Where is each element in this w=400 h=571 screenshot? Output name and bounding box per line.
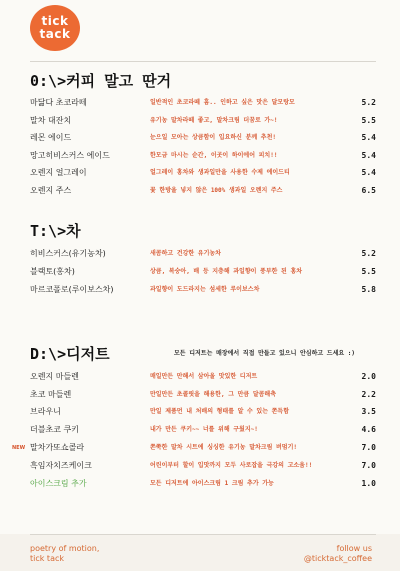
- item-price: 7.0: [361, 443, 376, 452]
- menu-item: [30, 131, 376, 145]
- item-name: 말차 대잔치: [30, 116, 72, 125]
- menu-item: [30, 423, 376, 437]
- item-price: 5.5: [361, 267, 376, 276]
- item-description: 모든 디저트에 아이스크림 1 크림 추가 가능: [150, 480, 274, 487]
- item-name: 아이스크림 추가: [30, 479, 87, 488]
- item-price: 4.6: [361, 425, 376, 434]
- item-price: 2.0: [361, 372, 376, 381]
- footer-divider: [30, 534, 376, 535]
- item-price: 5.4: [361, 151, 376, 160]
- section-title-tea: T:\>차: [30, 222, 81, 240]
- menu-item: [30, 405, 376, 419]
- menu-item: [30, 184, 376, 198]
- item-description: 꽃 한방울 넣지 않은 100% 생과일 오렌지 주스: [150, 187, 283, 194]
- social-handle: @ticktack_coffee: [303, 554, 372, 563]
- item-price: 5.5: [361, 116, 376, 125]
- follow-label: follow us: [336, 544, 372, 553]
- item-name: 히비스커스(유기농차): [30, 249, 106, 258]
- item-price: 5.2: [361, 249, 376, 258]
- item-name: 말차가또쇼콜라: [30, 443, 85, 452]
- footer-social: [304, 544, 372, 564]
- new-badge: NEW: [12, 445, 26, 451]
- item-name: 초코 마들렌: [30, 390, 72, 399]
- menu-item: [30, 96, 376, 110]
- item-name: 오렌지 얼그레이: [30, 168, 87, 177]
- menu-item: [30, 283, 376, 297]
- item-description: 만일 제품먼 내 처배의 형태를 알 수 있는 쫀득함: [150, 408, 290, 415]
- item-price: 5.8: [361, 285, 376, 294]
- item-description: 어린이부터 할이 입맛까지 모두 사로잡을 극강의 고소움!!: [150, 462, 313, 469]
- menu-item: [30, 149, 376, 163]
- menu-item: [30, 459, 376, 473]
- item-description: 내가 만든 쿠키~~ 너를 위해 구웠지~!: [150, 426, 258, 433]
- brand-logo: [30, 5, 80, 51]
- item-price: 5.4: [361, 168, 376, 177]
- item-price: 3.5: [361, 407, 376, 416]
- item-price: 5.2: [361, 98, 376, 107]
- tagline-line-2: tick tack: [30, 554, 65, 563]
- item-price: 7.0: [361, 461, 376, 470]
- menu-item: [30, 370, 376, 384]
- tagline-line-1: poetry of motion,: [30, 544, 100, 553]
- item-name: 더블초코 쿠키: [30, 425, 79, 434]
- item-name: 마닮다 초코라떼: [30, 98, 87, 107]
- item-description: 만일만든 초콜릿을 해용한, 그 만큼 달콤해축: [150, 391, 277, 398]
- item-name: 오렌지 주스: [30, 186, 72, 195]
- item-description: 쫀쭉한 말차 시트에 싱싱한 유기농 말차크림 버멈기!: [150, 444, 298, 451]
- item-price: 5.4: [361, 133, 376, 142]
- item-description: 매일만든 만해서 삼아울 맛있한 디저트: [150, 373, 258, 380]
- menu-item: [30, 441, 376, 455]
- item-description: 과일향이 도드라지는 섬세한 루이보스차: [150, 286, 260, 293]
- item-name: 망고히비스커스 에이드: [30, 151, 110, 160]
- item-description: 유기농 말차라떼 좋고, 말차크림 더꿈로 가~!: [150, 117, 278, 124]
- section-title-dessert: D:\>디저트: [30, 345, 110, 363]
- item-name: 흑임자치즈케이크: [30, 461, 92, 470]
- dessert-note: 모든 디저트는 매장에서 직접 만들고 있으니 안심하고 드세요 :): [174, 350, 356, 357]
- item-price: 2.2: [361, 390, 376, 399]
- top-divider: [30, 61, 376, 62]
- item-description: 얼그레이 홍차와 생과일만을 사용한 수제 에이드티: [150, 169, 290, 176]
- item-description: 한모금 마시는 순간, 이곳이 하이에어 피치!!: [150, 152, 278, 159]
- item-description: 일반적인 초코라떼 흠.. 인하고 싶은 맛은 달모랑모: [150, 99, 295, 106]
- menu-item: [30, 166, 376, 180]
- menu-item: [30, 388, 376, 402]
- item-name: 오렌지 마들렌: [30, 372, 79, 381]
- logo-line-1: tick: [41, 14, 69, 28]
- item-description: 상큼, 복숭아, 배 등 지층해 과일향이 풍부한 된 홍차: [150, 268, 303, 275]
- item-description: 새콤하고 건강한 유기농차: [150, 250, 221, 257]
- section-title-coffee: 0:\>커피 말고 딴거: [30, 72, 172, 90]
- logo-line-2: tack: [39, 27, 71, 41]
- item-price: 1.0: [361, 479, 376, 488]
- item-name: 브라우니: [30, 407, 61, 416]
- footer-tagline: [30, 544, 99, 564]
- item-name: 레몬 에이드: [30, 133, 72, 142]
- item-description: 눈으일 모아는 상큼함이 입요하신 분께 추천!: [150, 134, 277, 141]
- item-name: 블랙토(홍차): [30, 267, 75, 276]
- menu-item: [30, 247, 376, 261]
- menu-item: [30, 114, 376, 128]
- item-name: 마르코폴로(루이보스차): [30, 285, 114, 294]
- menu-item-addon: [30, 477, 376, 491]
- item-price: 6.5: [361, 186, 376, 195]
- menu-item: [30, 265, 376, 279]
